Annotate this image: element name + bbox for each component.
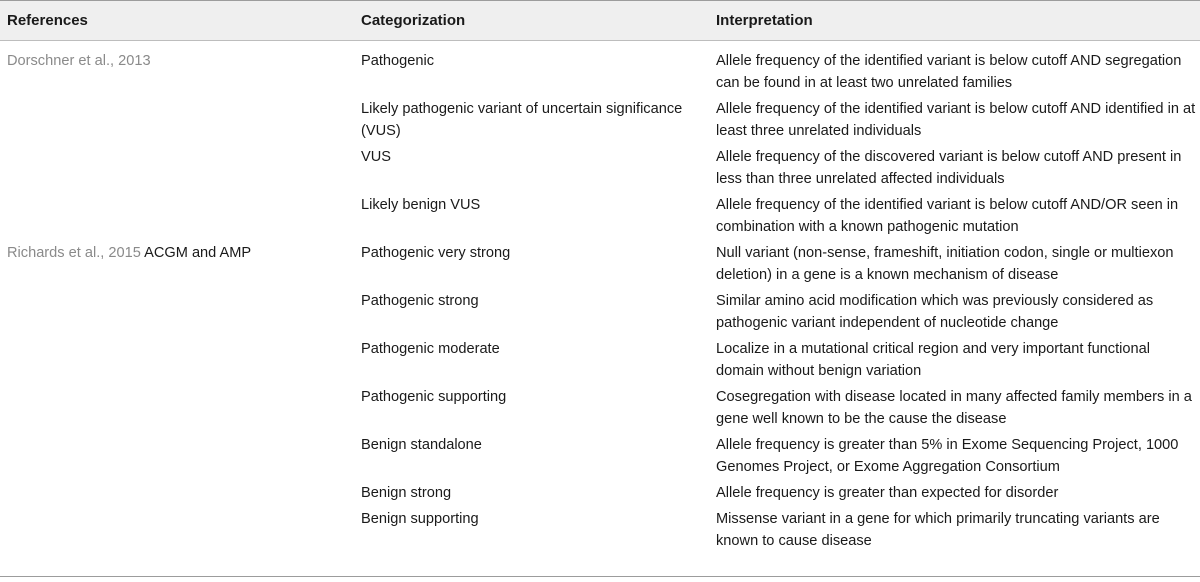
categorization-cell: Likely pathogenic variant of uncertain significance (VUS) [361, 101, 683, 139]
reference-cell [0, 41, 354, 99]
categorization-cell: Benign standalone [361, 437, 482, 453]
table-row [0, 434, 1200, 482]
reference-cell [0, 146, 354, 194]
reference-cell [0, 194, 354, 242]
table-header [0, 1, 1200, 41]
reference-citation: Dorschner et al., 2013 [7, 53, 151, 69]
interpretation-cell: Allele frequency of the identified variant is below cutoff AND/OR seen in combination with a known pathogenic mutation [716, 197, 1179, 235]
reference-cell [0, 482, 354, 508]
header-interpretation: Interpretation [709, 1, 1200, 41]
categorization-cell: Benign supporting [361, 511, 479, 527]
reference-citation: Richards et al., 2015 [7, 245, 141, 261]
table-row [0, 386, 1200, 434]
interpretation-cell: Similar amino acid modification which was previously considered as pathogenic variant independent of nucleotide change [716, 293, 1154, 331]
table-row [0, 290, 1200, 338]
bottom-rule [0, 576, 1200, 577]
interpretation-cell: Allele frequency of the identified variant is below cutoff AND identified in at least three unrelated individuals [716, 101, 1196, 139]
categorization-cell: Likely benign VUS [361, 197, 481, 213]
table-row [0, 41, 1200, 99]
reference-organization: ACGM and AMP [140, 245, 252, 261]
table-body [0, 41, 1200, 557]
table-row [0, 482, 1200, 508]
categorization-cell: Benign strong [361, 485, 452, 501]
categorization-cell: Pathogenic strong [361, 293, 479, 309]
categorization-cell: Pathogenic [361, 53, 435, 69]
categorization-cell: Pathogenic moderate [361, 341, 500, 357]
reference-cell [0, 242, 354, 290]
categorization-cell: Pathogenic very strong [361, 245, 511, 261]
table-row [0, 98, 1200, 146]
categorization-cell: Pathogenic supporting [361, 389, 507, 405]
interpretation-cell: Allele frequency of the identified variant is below cutoff AND segregation can be found in at least two unrelated families [716, 53, 1182, 91]
table-row [0, 146, 1200, 194]
table-row [0, 242, 1200, 290]
reference-cell [0, 338, 354, 386]
interpretation-cell: Allele frequency of the discovered variant is below cutoff AND present in less than three unrelated affected individuals [716, 149, 1182, 187]
header-references: References [0, 1, 354, 41]
reference-cell [0, 434, 354, 482]
reference-cell [0, 508, 354, 556]
table-row [0, 194, 1200, 242]
interpretation-cell: Allele frequency is greater than expected for disorder [716, 485, 1059, 501]
header-categorization: Categorization [354, 1, 709, 41]
table-row [0, 338, 1200, 386]
reference-cell [0, 386, 354, 434]
interpretation-cell: Allele frequency is greater than 5% in Exome Sequencing Project, 1000 Genomes Project, or Exome Aggregation Consortium [716, 437, 1179, 475]
reference-cell [0, 98, 354, 146]
reference-cell [0, 290, 354, 338]
interpretation-cell: Localize in a mutational critical region and very important functional domain without benign variation [716, 341, 1150, 379]
categorization-cell: VUS [361, 149, 392, 165]
interpretation-cell: Null variant (non-sense, frameshift, initiation codon, single or multiexon deletion) in a gene is a known mechanism of disease [716, 245, 1174, 283]
interpretation-cell: Missense variant in a gene for which primarily truncating variants are known to cause disease [716, 511, 1160, 549]
table-row [0, 508, 1200, 556]
interpretation-cell: Cosegregation with disease located in many affected family members in a gene well known to be the cause the disease [716, 389, 1192, 427]
